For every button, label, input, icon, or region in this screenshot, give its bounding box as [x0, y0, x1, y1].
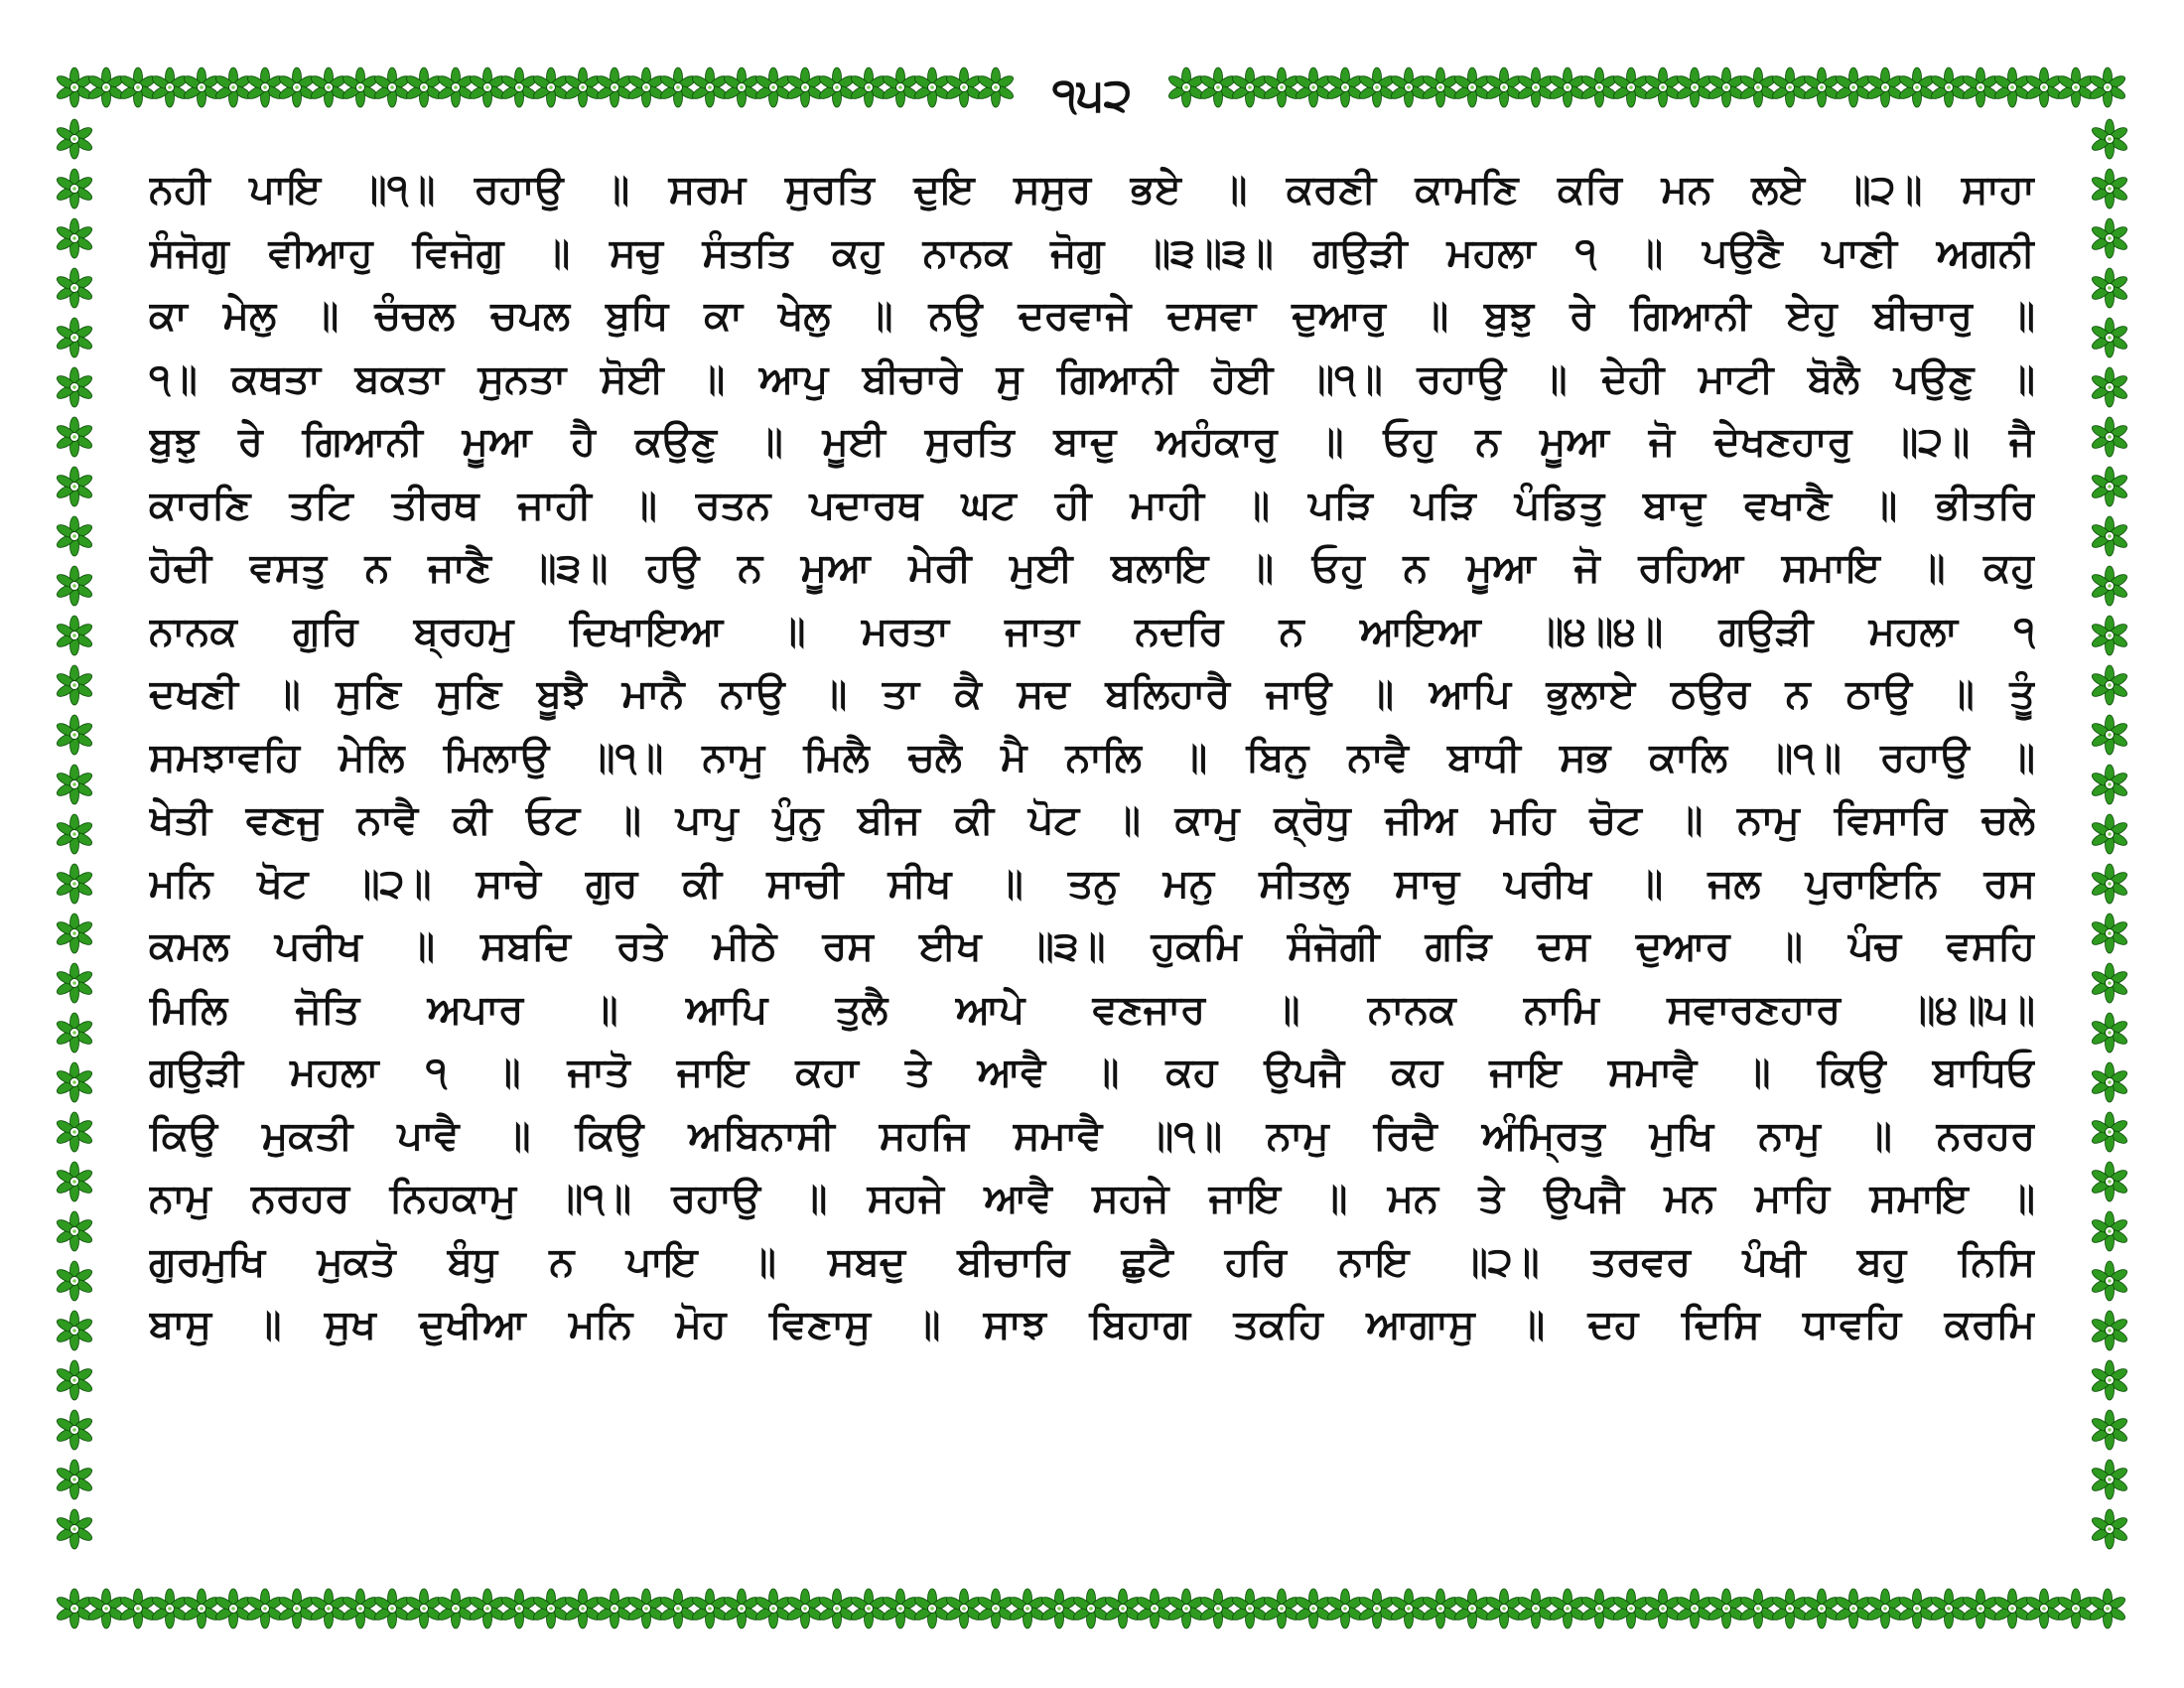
- flower-icon: [1452, 1589, 1491, 1628]
- flower-icon: [1325, 1589, 1364, 1628]
- flower-icon: [309, 1589, 347, 1628]
- flower-icon: [849, 68, 887, 107]
- flower-icon: [2088, 1589, 2126, 1628]
- flower-icon: [531, 68, 570, 107]
- flower-icon: [2090, 417, 2128, 457]
- flower-icon: [245, 68, 284, 107]
- text-line: ਗਉੜੀ ਮਹਲਾ ੧ ॥ ਜਾਤੋ ਜਾਇ ਕਹਾ ਤੇ ਆਵੈ ॥ ਕਹ ਉਪਜੈ ਕਹ ਜਾਇ ਸਮਾਵੈ ॥ ਕਿਉ ਬਾਧਿਓ: [149, 1050, 2035, 1095]
- flower-icon: [309, 68, 347, 107]
- flower-icon: [55, 1013, 93, 1053]
- flower-icon: [2090, 963, 2128, 1003]
- flower-icon: [341, 68, 379, 107]
- flower-icon: [658, 68, 697, 107]
- flower-icon: [1452, 68, 1491, 107]
- flower-icon: [1770, 68, 1809, 107]
- flower-icon: [753, 1589, 792, 1628]
- flower-icon: [1992, 68, 2031, 107]
- flower-icon: [404, 68, 443, 107]
- flower-icon: [436, 1589, 475, 1628]
- flower-icon: [150, 68, 189, 107]
- flower-icon: [785, 1589, 824, 1628]
- flower-icon: [55, 467, 93, 506]
- flower-icon: [1325, 68, 1364, 107]
- flower-icon: [436, 68, 475, 107]
- text-line: ਸੰਜੋਗੁ ਵੀਆਹੁ ਵਿਜੋਗੁ ॥ ਸਚੁ ਸੰਤਤਿ ਕਹੁ ਨਾਨਕ ਜੋਗੁ ॥੩॥੩॥ ਗਉੜੀ ਮਹਲਾ ੧ ॥ ਪਉਣੈ ਪਾਣੀ ਅਗਨੀ: [149, 229, 2035, 276]
- flower-icon: [2088, 68, 2126, 107]
- flower-icon: [626, 68, 665, 107]
- flower-icon: [1992, 1589, 2031, 1628]
- flower-icon: [55, 814, 93, 854]
- flower-icon: [2090, 1410, 2128, 1450]
- flower-icon: [2090, 1261, 2128, 1301]
- flower-icon: [1865, 1589, 1904, 1628]
- flower-icon: [1071, 1589, 1110, 1628]
- flower-icon: [55, 1211, 93, 1251]
- flower-icon: [1357, 1589, 1396, 1628]
- flower-icon: [118, 1589, 157, 1628]
- flower-icon: [1421, 1589, 1459, 1628]
- flower-icon: [1039, 1589, 1078, 1628]
- text-line: ੧॥ ਕਥਤਾ ਬਕਤਾ ਸੁਨਤਾ ਸੋਈ ॥ ਆਪੁ ਬੀਚਾਰੇ ਸੁ ਗਿਆਨੀ ਹੋਈ ॥੧॥ ਰਹਾਉ ॥ ਦੇਹੀ ਮਾਟੀ ਬੋਲੈ ਪਉਣੁ ॥: [149, 355, 2035, 402]
- text-line: ਮਨਿ ਖੋਟ ॥੨॥ ਸਾਚੇ ਗੁਰ ਕੀ ਸਾਚੀ ਸੀਖ ॥ ਤਨੁ ਮਨੁ ਸੀਤਲੁ ਸਾਚੁ ਪਰੀਖ ॥ ਜਲ ਪੁਰਾਇਨਿ ਰਸ: [149, 860, 2035, 907]
- flower-icon: [1675, 1589, 1713, 1628]
- flower-icon: [55, 1460, 93, 1499]
- flower-icon: [912, 1589, 951, 1628]
- flower-icon: [626, 1589, 665, 1628]
- flower-icon: [2090, 169, 2128, 209]
- flower-icon: [2024, 68, 2063, 107]
- flower-icon: [341, 1589, 379, 1628]
- flower-icon: [1579, 68, 1618, 107]
- flower-icon: [55, 665, 93, 705]
- flower-icon: [55, 367, 93, 407]
- flower-icon: [912, 68, 951, 107]
- flower-icon: [2090, 864, 2128, 904]
- flower-icon: [86, 1589, 125, 1628]
- flower-icon: [1834, 1589, 1872, 1628]
- flower-icon: [1611, 1589, 1650, 1628]
- flower-icon: [1262, 1589, 1300, 1628]
- flower-icon: [1738, 68, 1777, 107]
- flower-icon: [55, 715, 93, 755]
- flower-icon: [118, 68, 157, 107]
- page-number: ੧੫੨: [1032, 60, 1152, 129]
- flower-icon: [404, 1589, 443, 1628]
- flower-icon: [2090, 268, 2128, 308]
- flower-icon: [55, 914, 93, 953]
- flower-icon: [595, 1589, 633, 1628]
- flower-icon: [2090, 1360, 2128, 1400]
- flower-icon: [881, 1589, 919, 1628]
- flower-icon: [1357, 68, 1396, 107]
- flower-icon: [1738, 1589, 1777, 1628]
- flower-icon: [213, 68, 252, 107]
- flower-icon: [182, 68, 220, 107]
- flower-icon: [817, 68, 856, 107]
- flower-icon: [722, 1589, 760, 1628]
- flower-icon: [1675, 68, 1713, 107]
- flower-icon: [245, 1589, 284, 1628]
- text-line: ਨਾਨਕ ਗੁਰਿ ਬ੍ਰਹਮੁ ਦਿਖਾਇਆ ॥ ਮਰਤਾ ਜਾਤਾ ਨਦਰਿ ਨ ਆਇਆ ॥੪॥੪॥ ਗਉੜੀ ਮਹਲਾ ੧: [149, 608, 2035, 654]
- flower-icon: [690, 68, 729, 107]
- flower-icon: [2090, 1112, 2128, 1152]
- flower-icon: [944, 1589, 983, 1628]
- flower-icon: [468, 1589, 506, 1628]
- text-line: ਖੇਤੀ ਵਣਜੁ ਨਾਵੈ ਕੀ ਓਟ ॥ ਪਾਪੁ ਪੁੰਨੁ ਬੀਜ ਕੀ ਪੋਟ ॥ ਕਾਮੁ ਕ੍ਰੋਧੁ ਜੀਅ ਮਹਿ ਚੋਟ ॥ ਨਾਮੁ ਵਿਸਾਰਿ ਚਲੇ: [149, 797, 2035, 843]
- flower-icon: [1548, 68, 1586, 107]
- text-line: ਕਾ ਮੇਲੁ ॥ ਚੰਚਲ ਚਪਲ ਬੁਧਿ ਕਾ ਖੇਲੁ ॥ ਨਉ ਦਰਵਾਜੇ ਦਸਵਾ ਦੁਆਰੁ ॥ ਬੁਝੁ ਰੇ ਗਿਆਨੀ ਏਹੁ ਬੀਚਾਰੁ ॥: [149, 293, 2035, 339]
- flower-icon: [1103, 1589, 1142, 1628]
- flower-icon: [2090, 218, 2128, 258]
- flower-icon: [277, 68, 316, 107]
- flower-icon: [55, 218, 93, 258]
- flower-icon: [372, 1589, 411, 1628]
- text-line: ਗੁਰਮੁਖਿ ਮੁਕਤੋ ਬੰਧੁ ਨ ਪਾਇ ॥ ਸਬਦੁ ਬੀਚਾਰਿ ਛੁਟੈ ਹਰਿ ਨਾਇ ॥੨॥ ਤਰਵਰ ਪੰਖੀ ਬਹੁ ਨਿਸਿ: [149, 1238, 2035, 1285]
- flower-icon: [1135, 1589, 1173, 1628]
- text-line: ਮਿਲਿ ਜੋਤਿ ਅਪਾਰ ॥ ਆਪਿ ਤੁਲੈ ਆਪੇ ਵਣਜਾਰ ॥ ਨਾਨਕ ਨਾਮਿ ਸਵਾਰਣਹਾਰ ॥੪॥੫॥: [149, 986, 2035, 1033]
- flower-icon: [55, 765, 93, 804]
- flower-icon: [563, 1589, 602, 1628]
- flower-icon: [722, 68, 760, 107]
- flower-icon: [55, 268, 93, 308]
- flower-icon: [55, 1062, 93, 1102]
- flower-icon: [976, 1589, 1015, 1628]
- flower-icon: [2090, 665, 2128, 705]
- flower-icon: [2090, 765, 2128, 804]
- flower-icon: [1961, 1589, 1999, 1628]
- flower-icon: [2056, 68, 2095, 107]
- flower-icon: [2090, 367, 2128, 407]
- flower-icon: [1643, 68, 1682, 107]
- flower-icon: [1643, 1589, 1682, 1628]
- text-line: ਬੁਝੁ ਰੇ ਗਿਆਨੀ ਮੂਆ ਹੈ ਕਉਣੁ ॥ ਮੂਈ ਸੁਰਤਿ ਬਾਦੁ ਅਹੰਕਾਰੁ ॥ ਓਹੁ ਨ ਮੂਆ ਜੋ ਦੇਖਣਹਾਰੁ ॥੨॥ ਜੈ: [149, 419, 2035, 465]
- scripture-text: [149, 159, 2035, 1357]
- flower-icon: [55, 1112, 93, 1152]
- text-line: ਸਮਝਾਵਹਿ ਮੇਲਿ ਮਿਲਾਉ ॥੧॥ ਨਾਮੁ ਮਿਲੈ ਚਲੈ ਮੈ ਨਾਲਿ ॥ ਬਿਨੁ ਨਾਵੈ ਬਾਧੀ ਸਭ ਕਾਲਿ ॥੧॥ ਰਹਾਉ ॥: [149, 734, 2035, 780]
- text-line: ਨਹੀ ਪਾਇ ॥੧॥ ਰਹਾਉ ॥ ਸਰਮ ਸੁਰਤਿ ਦੁਇ ਸਸੁਰ ਭਏ ॥ ਕਰਣੀ ਕਾਮਣਿ ਕਰਿ ਮਨ ਲਏ ॥੨॥ ਸਾਹਾ: [149, 167, 2035, 212]
- flower-icon: [595, 68, 633, 107]
- flower-icon: [1421, 68, 1459, 107]
- flower-icon: [1897, 1589, 1936, 1628]
- flower-icon: [55, 1360, 93, 1400]
- flower-icon: [86, 68, 125, 107]
- flower-icon: [1802, 68, 1841, 107]
- flower-icon: [2090, 616, 2128, 655]
- text-line: ਕਮਲ ਪਰੀਖ ॥ ਸਬਦਿ ਰਤੇ ਮੀਠੇ ਰਸ ਈਖ ॥੩॥ ਹੁਕਮਿ ਸੰਜੋਗੀ ਗੜਿ ਦਸ ਦੁਆਰ ॥ ਪੰਚ ਵਸਹਿ: [149, 923, 2035, 969]
- flower-icon: [1389, 68, 1428, 107]
- flower-icon: [2090, 1211, 2128, 1251]
- flower-icon: [277, 1589, 316, 1628]
- flower-icon: [531, 1589, 570, 1628]
- flower-icon: [55, 1311, 93, 1350]
- flower-icon: [1706, 1589, 1745, 1628]
- flower-icon: [55, 516, 93, 556]
- flower-icon: [2090, 814, 2128, 854]
- flower-icon: [55, 1162, 93, 1201]
- flower-icon: [55, 119, 93, 159]
- text-line: ਕਾਰਣਿ ਤਟਿ ਤੀਰਥ ਜਾਹੀ ॥ ਰਤਨ ਪਦਾਰਥ ਘਟ ਹੀ ਮਾਹੀ ॥ ਪੜਿ ਪੜਿ ਪੰਡਿਤੁ ਬਾਦੁ ਵਖਾਣੈ ॥ ਭੀਤਰਿ: [149, 482, 2035, 528]
- flower-icon: [1897, 68, 1936, 107]
- text-line: ਕਿਉ ਮੁਕਤੀ ਪਾਵੈ ॥ ਕਿਉ ਅਬਿਨਾਸੀ ਸਹਜਿ ਸਮਾਵੈ ॥੧॥ ਨਾਮੁ ਰਿਦੈ ਅੰਮ੍ਰਿਤੁ ਮੁਖਿ ਨਾਮੁ ॥ ਨਰਹਰ: [149, 1112, 2035, 1159]
- flower-icon: [55, 1261, 93, 1301]
- flower-icon: [2090, 1013, 2128, 1053]
- flower-icon: [1516, 1589, 1555, 1628]
- flower-icon: [944, 68, 983, 107]
- flower-icon: [372, 68, 411, 107]
- flower-icon: [2056, 1589, 2095, 1628]
- flower-icon: [2090, 1162, 2128, 1201]
- flower-icon: [2090, 1509, 2128, 1549]
- flower-icon: [55, 864, 93, 904]
- flower-icon: [2090, 1311, 2128, 1350]
- flower-icon: [690, 1589, 729, 1628]
- flower-icon: [1294, 68, 1332, 107]
- flower-icon: [1198, 1589, 1237, 1628]
- flower-icon: [1198, 68, 1237, 107]
- flower-icon: [55, 1589, 93, 1628]
- flower-icon: [55, 1509, 93, 1549]
- flower-icon: [817, 1589, 856, 1628]
- flower-icon: [1929, 68, 1968, 107]
- flower-icon: [2090, 318, 2128, 357]
- flower-icon: [1548, 1589, 1586, 1628]
- flower-icon: [1834, 68, 1872, 107]
- flower-icon: [1579, 1589, 1618, 1628]
- flower-icon: [150, 1589, 189, 1628]
- flower-icon: [55, 566, 93, 606]
- flower-icon: [1961, 68, 1999, 107]
- flower-icon: [213, 1589, 252, 1628]
- flower-icon: [55, 68, 93, 107]
- flower-icon: [1484, 68, 1523, 107]
- flower-icon: [1611, 68, 1650, 107]
- flower-icon: [2090, 715, 2128, 755]
- flower-icon: [2090, 914, 2128, 953]
- flower-icon: [2090, 1460, 2128, 1499]
- flower-icon: [468, 68, 506, 107]
- flower-icon: [55, 1410, 93, 1450]
- flower-icon: [881, 68, 919, 107]
- flower-icon: [2090, 516, 2128, 556]
- flower-icon: [2024, 1589, 2063, 1628]
- flower-icon: [1389, 1589, 1428, 1628]
- text-line: ਨਾਮੁ ਨਰਹਰ ਨਿਹਕਾਮੁ ॥੧॥ ਰਹਾਉ ॥ ਸਹਜੇ ਆਵੈ ਸਹਜੇ ਜਾਇ ॥ ਮਨ ਤੇ ਉਪਜੈ ਮਨ ਮਾਹਿ ਸਮਾਇ ॥: [149, 1176, 2035, 1221]
- flower-icon: [1294, 1589, 1332, 1628]
- flower-icon: [849, 1589, 887, 1628]
- flower-icon: [1929, 1589, 1968, 1628]
- flower-icon: [563, 68, 602, 107]
- flower-icon: [1166, 68, 1205, 107]
- flower-icon: [976, 68, 1015, 107]
- flower-icon: [55, 963, 93, 1003]
- flower-icon: [753, 68, 792, 107]
- flower-icon: [1166, 1589, 1205, 1628]
- flower-icon: [1770, 1589, 1809, 1628]
- flower-icon: [1516, 68, 1555, 107]
- flower-icon: [1008, 1589, 1046, 1628]
- flower-icon: [1802, 1589, 1841, 1628]
- flower-icon: [182, 1589, 220, 1628]
- text-line: ਬਾਸੁ ॥ ਸੁਖ ਦੁਖੀਆ ਮਨਿ ਮੋਹ ਵਿਣਾਸੁ ॥ ਸਾਝ ਬਿਹਾਗ ਤਕਹਿ ਆਗਾਸੁ ॥ ਦਹ ਦਿਸਿ ਧਾਵਹਿ ਕਰਮਿ: [149, 1302, 2035, 1347]
- flower-icon: [2090, 467, 2128, 506]
- flower-icon: [1230, 1589, 1269, 1628]
- flower-icon: [1484, 1589, 1523, 1628]
- flower-icon: [55, 417, 93, 457]
- flower-icon: [1706, 68, 1745, 107]
- flower-icon: [499, 1589, 538, 1628]
- text-line: ਦਖਣੀ ॥ ਸੁਣਿ ਸੁਣਿ ਬੂਝੈ ਮਾਨੈ ਨਾਉ ॥ ਤਾ ਕੈ ਸਦ ਬਲਿਹਾਰੈ ਜਾਉ ॥ ਆਪਿ ਭੁਲਾਏ ਠਉਰ ਨ ਠਾਉ ॥ ਤੂੰ: [149, 671, 2035, 717]
- flower-icon: [2090, 119, 2128, 159]
- flower-icon: [55, 318, 93, 357]
- flower-icon: [55, 616, 93, 655]
- flower-icon: [55, 169, 93, 209]
- flower-icon: [2090, 1062, 2128, 1102]
- text-line: ਹੋਦੀ ਵਸਤੁ ਨ ਜਾਣੈ ॥੩॥ ਹਉ ਨ ਮੂਆ ਮੇਰੀ ਮੁਈ ਬਲਾਇ ॥ ਓਹੁ ਨ ਮੂਆ ਜੋ ਰਹਿਆ ਸਮਾਇ ॥ ਕਹੁ: [149, 545, 2035, 591]
- flower-icon: [2090, 566, 2128, 606]
- flower-icon: [1865, 68, 1904, 107]
- flower-icon: [1230, 68, 1269, 107]
- flower-icon: [1262, 68, 1300, 107]
- flower-icon: [658, 1589, 697, 1628]
- flower-icon: [499, 68, 538, 107]
- flower-icon: [785, 68, 824, 107]
